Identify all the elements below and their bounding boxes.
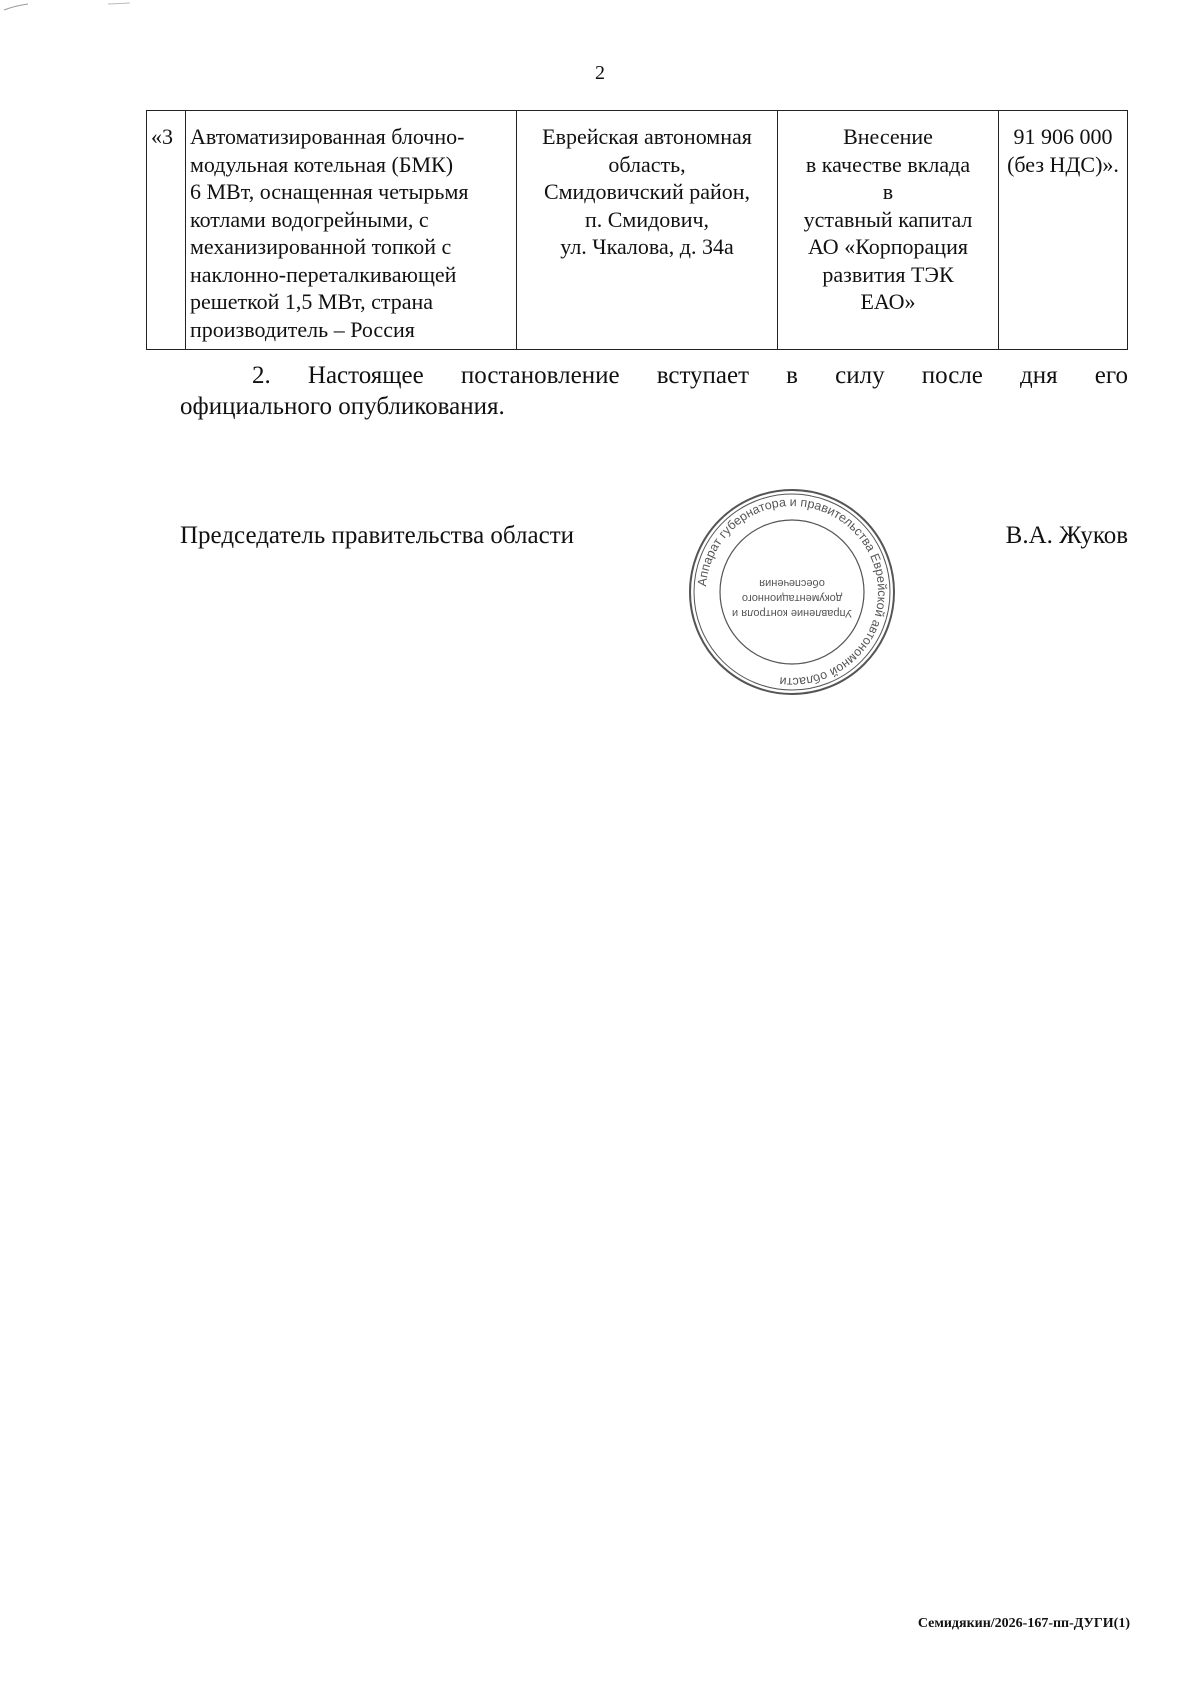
object-name-line: модульная котельная (БМК) [190,151,454,177]
stamp-inner-line: обеспечения [759,577,825,589]
object-name-line: производитель – Россия [190,316,415,342]
property-table [146,110,1128,350]
method-line: уставный капитал [803,206,973,232]
address-cell [517,111,778,350]
paragraph-line: официального опубликования. [180,393,505,420]
object-name-line: наклонно-переталкивающей [190,261,457,287]
address-line: Еврейская автономная [542,124,752,149]
method-line: Внесение [843,124,933,149]
method-line: АО «Корпорация [808,234,968,259]
address-line: область, [608,151,686,177]
method-line: в качестве вклада [805,151,971,177]
price-line: (без НДС)». [1007,151,1119,177]
object-name-line: 6 МВт, оснащенная четырьмя [190,179,469,204]
price-line: 91 906 000 [1013,124,1113,149]
document-reference: Семидякин/2026-167-пп-ДУГИ(1) [917,1616,1130,1631]
official-stamp [688,488,896,696]
signatory-title: Председатель правительства области [180,522,574,549]
stamp-outer-text: Аппарат губернатора и правительства Еврейской автономной области [695,494,890,690]
object-name-line: решеткой 1,5 МВт, страна [190,289,434,314]
row-number-cell [147,111,186,350]
page-number: 2 [595,62,605,84]
object-name-line: котлами водогрейными, с [190,206,429,232]
method-line: в [882,179,894,204]
stamp-inner-line: Управление контроля и [732,607,852,619]
object-name-line: Автоматизированная блочно- [190,124,465,149]
address-line: ул. Чкалова, д. 34а [560,234,734,259]
method-cell [778,111,999,350]
scan-corner-mark [0,0,140,20]
address-line: п. Смидович, [584,206,710,232]
method-line: ЕАО» [860,289,916,314]
signatory-name: В.А. Жуков [1005,522,1128,549]
object-name-line: механизированной топкой с [190,234,452,259]
paragraph-line: 2. Настоящее постановление вступает в силу после дня его [252,362,1128,389]
price-cell [999,111,1128,350]
object-name-cell [186,111,517,350]
resolution-paragraph [180,360,1128,422]
method-line: развития ТЭК [822,261,954,287]
address-line: Смидовичский район, [543,179,751,204]
stamp-inner-line: документационного [741,592,843,604]
table-row [147,111,1128,350]
row-number: «3 [151,124,173,149]
